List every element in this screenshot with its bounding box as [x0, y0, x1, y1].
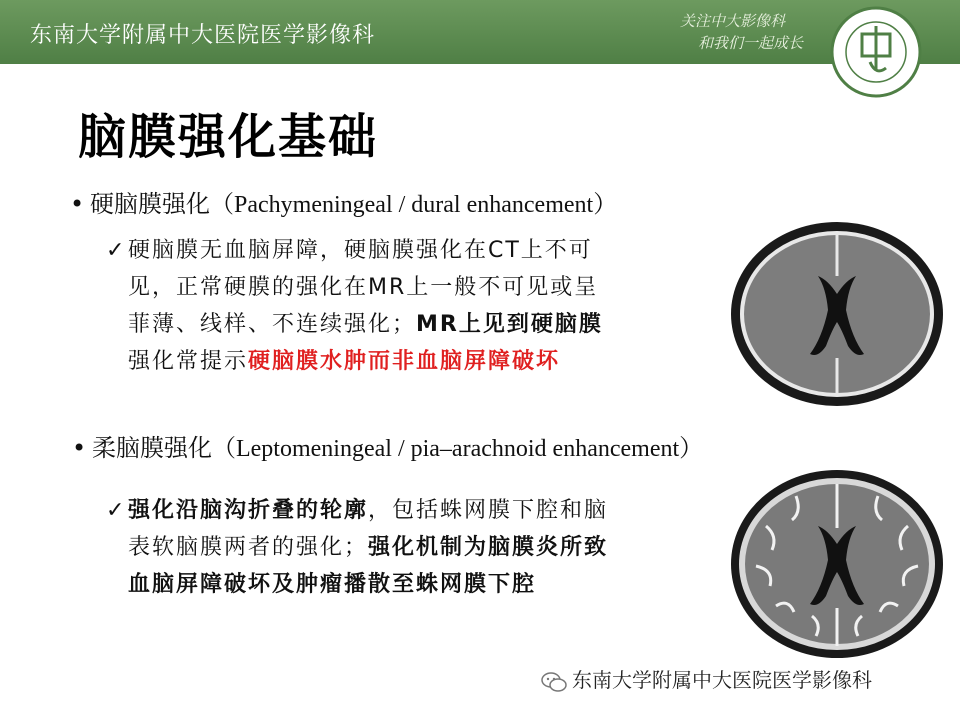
- section2-heading: [72, 428, 703, 463]
- header-title: 东南大学附属中大医院医学影像科: [30, 23, 376, 48]
- footer-text: 东南大学附属中大医院医学影像科: [572, 668, 872, 692]
- header-bar: [0, 0, 960, 64]
- section1-text-run: 硬脑膜水肿而非血脑屏障破坏: [248, 349, 561, 374]
- bullet-dot-icon: •: [72, 434, 87, 462]
- section2-heading-cn: 柔脑膜强化: [92, 434, 212, 462]
- section1-line: [106, 343, 603, 380]
- section2-text-run: 强化机制为脑膜炎所致: [368, 535, 609, 560]
- slide-title: 脑膜强化基础: [78, 109, 379, 165]
- brain-mri-leptomeningeal-image: [726, 466, 948, 662]
- section2-text-run: 表软脑膜两者的强化；: [128, 535, 369, 560]
- wechat-icon: [540, 671, 568, 693]
- section1-line: [106, 306, 603, 343]
- section2-text-run: 血脑屏障破坏及肿瘤播散至蛛网膜下腔: [128, 572, 537, 597]
- section1-text-run: 强化常提示: [128, 349, 249, 374]
- section1-heading-cn: 硬脑膜强化: [90, 190, 210, 218]
- brain-mri-dural-image: [726, 218, 948, 410]
- slogan-line-1: 关注中大影像科: [680, 12, 786, 30]
- section1-line: [106, 269, 603, 306]
- bullet-dot-icon: •: [70, 190, 85, 218]
- section1-heading: [70, 184, 617, 219]
- footer-watermark: [540, 664, 872, 693]
- section1-line: [106, 232, 603, 269]
- section2-line: [106, 529, 608, 566]
- section2-text-run: 强化沿脑沟折叠的轮廓: [128, 498, 369, 523]
- section2-line: [106, 492, 608, 529]
- slogan: [680, 10, 803, 54]
- section1-text-run: MR上见到硬脑膜: [416, 312, 603, 337]
- hospital-logo: [828, 4, 924, 100]
- checkmark-icon: ✓: [106, 238, 127, 263]
- section2-text-run: ，包括蛛网膜下腔和脑: [368, 498, 609, 523]
- slogan-line-2: 和我们一起成长: [698, 34, 804, 52]
- section1-text-run: 菲薄、线样、不连续强化；: [128, 312, 417, 337]
- section2-heading-en: （Leptomeningeal / pia–arachnoid enhancement）: [212, 436, 704, 462]
- section2-line: [106, 566, 608, 603]
- section2-paragraph: [106, 492, 608, 603]
- section1-text-run: 见，正常硬膜的强化在MR上一般不可见或呈: [128, 275, 599, 300]
- section1-text-run: 硬脑膜无血脑屏障，硬脑膜强化在CT上不可: [128, 238, 593, 263]
- checkmark-icon: ✓: [106, 498, 127, 523]
- section1-paragraph: [106, 232, 603, 380]
- section1-heading-en: （Pachymeningeal / dural enhancement）: [210, 192, 618, 218]
